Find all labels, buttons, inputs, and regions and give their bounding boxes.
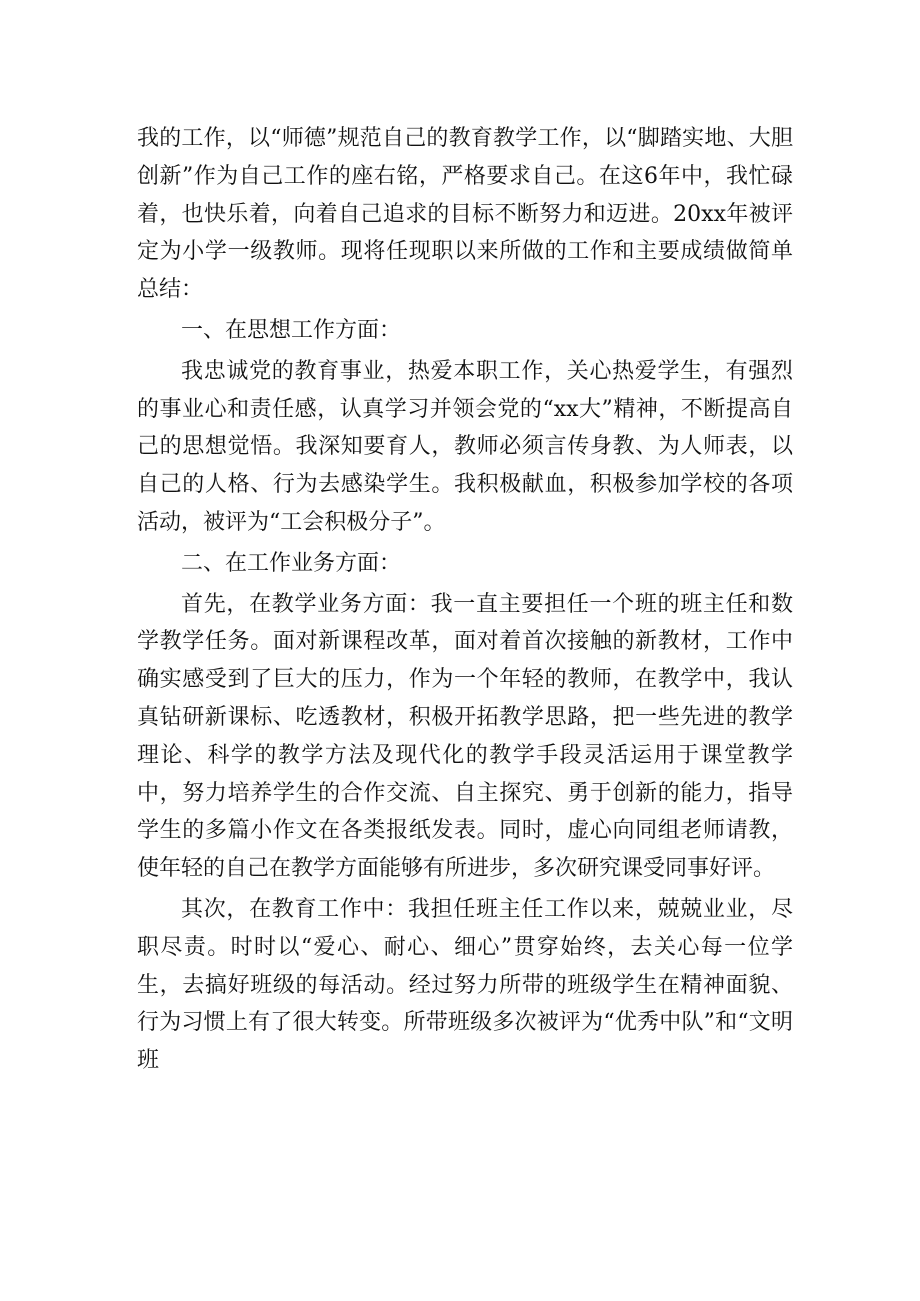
paragraph-teaching: 首先，在教学业务方面：我一直主要担任一个班的班主任和数学教学任务。面对新课程改革，面对着首次接触的新教材，工作中确实感受到了巨大的压力，作为一个年轻的教师，在教学中，我认真钻研新课标、吃透教材，积极开拓教学思路，把一些先进的教学理论、科学的教学方法及现代化的教学手段灵活运用于课堂教学中，努力培养学生的合作交流、自主探究、勇于创新的能力，指导学生的多篇小作文在各类报纸发表。同时，虚心向同组老师请教，使年轻的自己在教学方面能够有所进步，多次研究课受同事好评。 (137, 591, 793, 882)
document-page (137, 120, 793, 1080)
paragraph-intro: 我的工作，以“师德”规范自己的教育教学工作，以“脚踏实地、大胆创新”作为自己工作的座右铭，严格要求自己。在这6年中，我忙碌着，也快乐着，向着自己追求的目标不断努力和迈进。20xx年被评定为小学一级教师。现将任现职以来所做的工作和主要成绩做简单总结： (137, 126, 793, 303)
heading-work: 二、在工作业务方面： (181, 550, 402, 576)
paragraph-education: 其次，在教育工作中：我担任班主任工作以来，兢兢业业，尽职尽责。时时以“爱心、耐心、细心”贯穿始终，去关心每一位学生，去搞好班级的每活动。经过努力所带的班级学生在精神面貌、行为习惯上有了很大转变。所带班级多次被评为“优秀中队”和“文明班 (137, 896, 793, 1074)
paragraph-ideology: 我忠诚党的教育事业，热爱本职工作，关心热爱学生，有强烈的事业心和责任感，认真学习并领会党的“xx大”精神，不断提高自己的思想觉悟。我深知要育人，教师必须言传身教、为人师表，以自己的人格、行为去感染学生。我积极献血，积极参加学校的各项活动，被评为“工会积极分子”。 (137, 358, 793, 535)
heading-ideology: 一、在思想工作方面： (181, 317, 402, 343)
